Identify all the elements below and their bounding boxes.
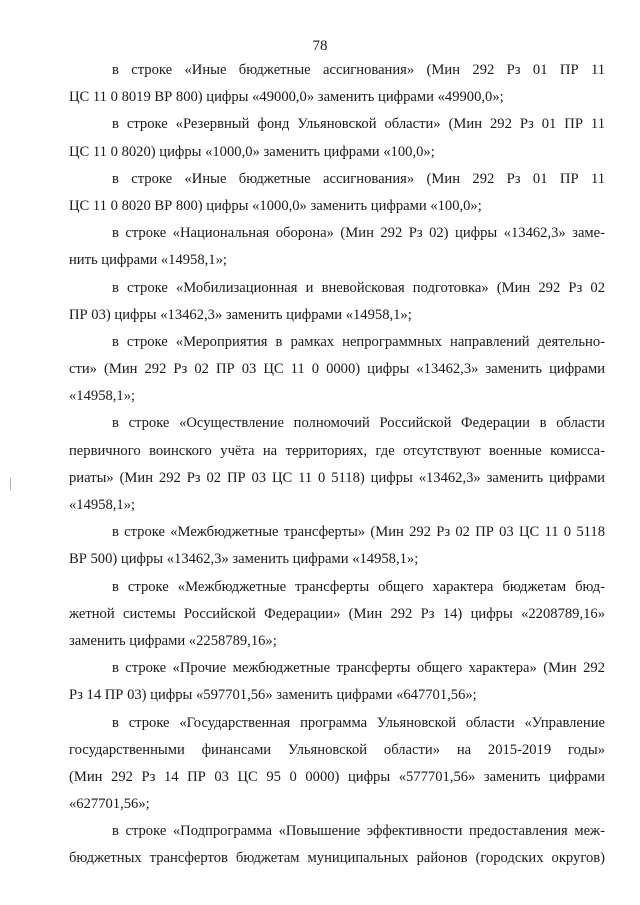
- text-line: заменить цифрами «2258789,16»;: [69, 632, 277, 649]
- paragraph: [69, 710, 605, 819]
- text-line: (Мин 292 Рз 14 ПР 03 ЦС 95 0 0000) цифры «577701,56» заменить цифрами: [69, 768, 605, 785]
- text-line: в строке «Мероприятия в рамках непрограммных направлений деятельно-: [112, 333, 605, 350]
- margin-mark: [10, 478, 11, 490]
- paragraph: [69, 410, 605, 519]
- text-line: в строке «Мобилизационная и вневойсковая подготовка» (Мин 292 Рз 02: [112, 279, 605, 296]
- text-line: риаты» (Мин 292 Рз 02 ПР 03 ЦС 11 0 5118) цифры «13462,3» заменить цифрами: [69, 469, 605, 486]
- text-line: жетной системы Российской Федерации» (Мин 292 Рз 14) цифры «2208789,16»: [69, 605, 605, 622]
- text-line: государственными финансами Ульяновской области» на 2015-2019 годы»: [69, 741, 605, 758]
- text-line: первичного воинского учёта на территориях, где отсутствуют военные комисса-: [69, 442, 605, 459]
- paragraph: [69, 275, 605, 329]
- text-line: «14958,1»;: [69, 497, 136, 513]
- paragraph: [69, 220, 605, 274]
- paragraph: [69, 57, 605, 111]
- text-line: в строке «Государственная программа Ульяновской области «Управление: [112, 714, 605, 731]
- paragraph: [69, 166, 605, 220]
- document-body: [69, 57, 605, 873]
- text-line: бюджетных трансфертов бюджетам муниципальных районов (городских округов): [69, 850, 605, 867]
- text-line: ЦС 11 0 8020) цифры «1000,0» заменить цифрами «100,0»;: [69, 143, 435, 160]
- paragraph: [69, 111, 605, 165]
- text-line: ЦС 11 0 8019 ВР 800) цифры «49000,0» заменить цифрами «49900,0»;: [69, 89, 504, 106]
- text-line: в строке «Иные бюджетные ассигнования» (Мин 292 Рз 01 ПР 11: [112, 170, 605, 187]
- text-line: ПР 03) цифры «13462,3» заменить цифрами «14958,1»;: [69, 306, 412, 323]
- text-line: ВР 500) цифры «13462,3» заменить цифрами «14958,1»;: [69, 551, 419, 568]
- text-line: сти» (Мин 292 Рз 02 ПР 03 ЦС 11 0 0000) цифры «13462,3» заменить цифрами: [69, 361, 605, 378]
- paragraph: [69, 818, 605, 872]
- text-line: ЦС 11 0 8020 ВР 800) цифры «1000,0» заменить цифрами «100,0»;: [69, 197, 482, 214]
- text-line: в строке «Подпрограмма «Повышение эффективности предоставления меж-: [112, 823, 605, 840]
- paragraph: [69, 655, 605, 709]
- paragraph: [69, 574, 605, 656]
- text-line: в строке «Национальная оборона» (Мин 292 Рз 02) цифры «13462,3» заме-: [112, 225, 605, 242]
- text-line: «627701,56»;: [69, 796, 150, 813]
- text-line: в строке «Межбюджетные трансферты» (Мин 292 Рз 02 ПР 03 ЦС 11 0 5118: [112, 524, 605, 541]
- text-line: «14958,1»;: [69, 388, 136, 405]
- text-line: в строке «Межбюджетные трансферты общего характера бюджетам бюд-: [112, 578, 605, 595]
- paragraph: [69, 519, 605, 573]
- paragraph: [69, 329, 605, 411]
- text-line: в строке «Иные бюджетные ассигнования» (Мин 292 Рз 01 ПР 11: [112, 62, 605, 78]
- text-line: в строке «Резервный фонд Ульяновской области» (Мин 292 Рз 01 ПР 11: [112, 116, 605, 133]
- page-number: 78: [312, 38, 328, 54]
- text-line: Рз 14 ПР 03) цифры «597701,56» заменить цифрами «647701,56»;: [69, 687, 477, 704]
- text-line: нить цифрами «14958,1»;: [69, 252, 227, 269]
- text-line: в строке «Осуществление полномочий Российской Федерации в области: [112, 415, 605, 432]
- text-line: в строке «Прочие межбюджетные трансферты общего характера» (Мин 292: [112, 660, 605, 677]
